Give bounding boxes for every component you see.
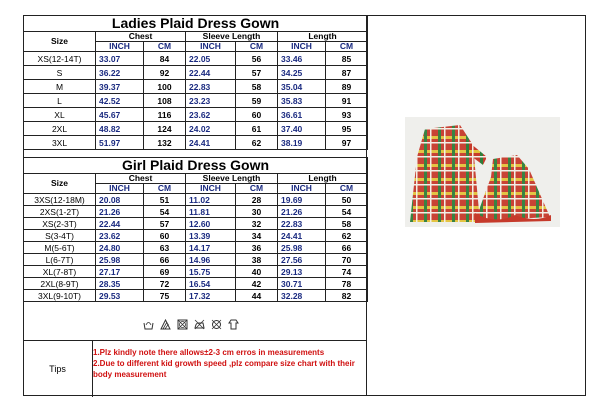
measurement-cell: 28 [236,194,278,206]
measurement-cell: 22.44 [96,218,144,230]
iron-icon [194,319,205,333]
measurement-cell: 39.37 [96,80,144,94]
measurement-cell: 70 [326,254,368,266]
measurement-cell: 22.44 [186,66,236,80]
measurement-cell: 87 [326,66,368,80]
measurement-cell: 60 [144,230,186,242]
girls-unit-5: CM [326,184,368,194]
measurement-cell: 63 [144,242,186,254]
size-cell: 3XL(9-10T) [24,290,96,302]
measurement-cell: 28.35 [96,278,144,290]
measurement-cell: 11.81 [186,206,236,218]
measurement-cell: 85 [326,52,368,66]
measurement-cell: 13.39 [186,230,236,242]
measurement-cell: 66 [326,242,368,254]
measurement-cell: 30.71 [278,278,326,290]
ladies-chest-header: Chest [96,32,186,42]
measurement-cell: 27.56 [278,254,326,266]
hang-dry-icon [228,319,239,333]
measurement-cell: 42.52 [96,94,144,108]
measurement-cell: 45.67 [96,108,144,122]
measurement-cell: 37.40 [278,122,326,136]
girls-sleeve-header: Sleeve Length [186,174,278,184]
no-tumble-dry-icon [177,319,188,333]
ladies-sleeve-header: Sleeve Length [186,32,278,42]
measurement-cell: 54 [144,206,186,218]
size-cell: XL(7-8T) [24,266,96,278]
girls-table-title: Girl Plaid Dress Gown [24,158,368,174]
measurement-cell: 100 [144,80,186,94]
measurement-cell: 24.41 [278,230,326,242]
measurement-cell: 11.02 [186,194,236,206]
table-row [24,108,368,122]
ladies-table-title: Ladies Plaid Dress Gown [24,16,368,32]
size-cell: XS(12-14T) [24,52,96,66]
bleach-icon [160,319,171,333]
measurement-cell: 69 [144,266,186,278]
measurement-cell: 62 [236,136,278,150]
table-row [24,52,368,66]
ladies-size-header: Size [24,32,96,52]
measurement-cell: 29.53 [96,290,144,302]
table-row [24,266,368,278]
measurement-cell: 40 [236,266,278,278]
measurement-cell: 15.75 [186,266,236,278]
size-cell: 2XL(8-9T) [24,278,96,290]
table-row [24,206,368,218]
measurement-cell: 57 [144,218,186,230]
measurement-cell: 21.26 [278,206,326,218]
tips-section [23,340,367,397]
size-cell: M(5-6T) [24,242,96,254]
girls-unit-0: INCH [96,184,144,194]
measurement-cell: 124 [144,122,186,136]
table-row [24,242,368,254]
table-row [24,136,368,150]
size-cell: XS(2-3T) [24,218,96,230]
table-row [24,230,368,242]
measurement-cell: 84 [144,52,186,66]
girls-unit-3: CM [236,184,278,194]
measurement-cell: 89 [326,80,368,94]
measurement-cell: 17.32 [186,290,236,302]
table-row [24,66,368,80]
measurement-cell: 82 [326,290,368,302]
size-cell: 3XL [24,136,96,150]
dry-clean-icon [211,319,222,333]
ladies-length-header: Length [278,32,368,42]
measurement-cell: 36.22 [96,66,144,80]
measurement-cell: 32 [236,218,278,230]
ladies-unit-5: CM [326,42,368,52]
girls-size-header: Size [24,174,96,194]
measurement-cell: 97 [326,136,368,150]
measurement-cell: 58 [236,80,278,94]
tips-label: Tips [23,341,93,397]
measurement-cell: 23.62 [96,230,144,242]
ladies-unit-4: INCH [278,42,326,52]
measurement-cell: 42 [236,278,278,290]
table-row [24,94,368,108]
girls-unit-4: INCH [278,184,326,194]
measurement-cell: 36.61 [278,108,326,122]
measurement-cell: 51 [144,194,186,206]
table-row [24,278,368,290]
table-row [24,122,368,136]
girls-unit-1: CM [144,184,186,194]
measurement-cell: 22.83 [278,218,326,230]
size-cell: 2XL [24,122,96,136]
table-row [24,290,368,302]
size-cell: XL [24,108,96,122]
measurement-cell: 61 [236,122,278,136]
measurement-cell: 58 [326,218,368,230]
measurement-cell: 78 [326,278,368,290]
measurement-cell: 24.80 [96,242,144,254]
size-cell: L [24,94,96,108]
measurement-cell: 35.83 [278,94,326,108]
measurement-cell: 48.82 [96,122,144,136]
measurement-cell: 32.28 [278,290,326,302]
measurement-cell: 25.98 [96,254,144,266]
measurement-cell: 22.05 [186,52,236,66]
measurement-cell: 74 [326,266,368,278]
measurement-cell: 25.98 [278,242,326,254]
measurement-cell: 95 [326,122,368,136]
measurement-cell: 22.83 [186,80,236,94]
measurement-cell: 57 [236,66,278,80]
measurement-cell: 29.13 [278,266,326,278]
measurement-cell: 72 [144,278,186,290]
ladies-unit-0: INCH [96,42,144,52]
measurement-cell: 23.23 [186,94,236,108]
measurement-cell: 62 [326,230,368,242]
measurement-cell: 56 [236,52,278,66]
ladies-unit-2: INCH [186,42,236,52]
measurement-cell: 20.08 [96,194,144,206]
tip-line-2: 2.Due to different kid growth speed ,plz compare size chart with their body measurement [93,359,355,379]
girls-chest-header: Chest [96,174,186,184]
measurement-cell: 51.97 [96,136,144,150]
girls-length-header: Length [278,174,368,184]
measurement-cell: 16.54 [186,278,236,290]
measurement-cell: 116 [144,108,186,122]
measurement-cell: 34.25 [278,66,326,80]
tips-text [93,347,365,380]
table-row [24,80,368,94]
measurement-cell: 35.04 [278,80,326,94]
measurement-cell: 27.17 [96,266,144,278]
measurement-cell: 108 [144,94,186,108]
measurement-cell: 132 [144,136,186,150]
measurement-cell: 50 [326,194,368,206]
tip-line-1: 1.Plz kindly note there allows±2-3 cm erros in measurements [93,348,325,357]
measurement-cell: 34 [236,230,278,242]
measurement-cell: 12.60 [186,218,236,230]
care-instructions [143,319,239,333]
measurement-cell: 33.07 [96,52,144,66]
measurement-cell: 30 [236,206,278,218]
measurement-cell: 54 [326,206,368,218]
girls-size-table [23,157,368,302]
measurement-cell: 19.69 [278,194,326,206]
ladies-size-table [23,15,368,150]
measurement-cell: 59 [236,94,278,108]
measurement-cell: 14.17 [186,242,236,254]
measurement-cell: 23.62 [186,108,236,122]
table-row [24,194,368,206]
measurement-cell: 21.26 [96,206,144,218]
measurement-cell: 14.96 [186,254,236,266]
size-cell: 2XS(1-2T) [24,206,96,218]
ladies-unit-3: CM [236,42,278,52]
size-cell: S [24,66,96,80]
girls-unit-2: INCH [186,184,236,194]
measurement-cell: 75 [144,290,186,302]
measurement-cell: 92 [144,66,186,80]
measurement-cell: 24.02 [186,122,236,136]
measurement-cell: 60 [236,108,278,122]
measurement-cell: 36 [236,242,278,254]
measurement-cell: 33.46 [278,52,326,66]
size-cell: 3XS(12-18M) [24,194,96,206]
product-photo [405,117,560,227]
table-row [24,254,368,266]
measurement-cell: 91 [326,94,368,108]
measurement-cell: 66 [144,254,186,266]
ladies-unit-1: CM [144,42,186,52]
measurement-cell: 93 [326,108,368,122]
size-cell: M [24,80,96,94]
size-cell: L(6-7T) [24,254,96,266]
hand-wash-icon [143,319,154,333]
table-row [24,218,368,230]
measurement-cell: 38.19 [278,136,326,150]
measurement-cell: 24.41 [186,136,236,150]
measurement-cell: 38 [236,254,278,266]
measurement-cell: 44 [236,290,278,302]
size-cell: S(3-4T) [24,230,96,242]
